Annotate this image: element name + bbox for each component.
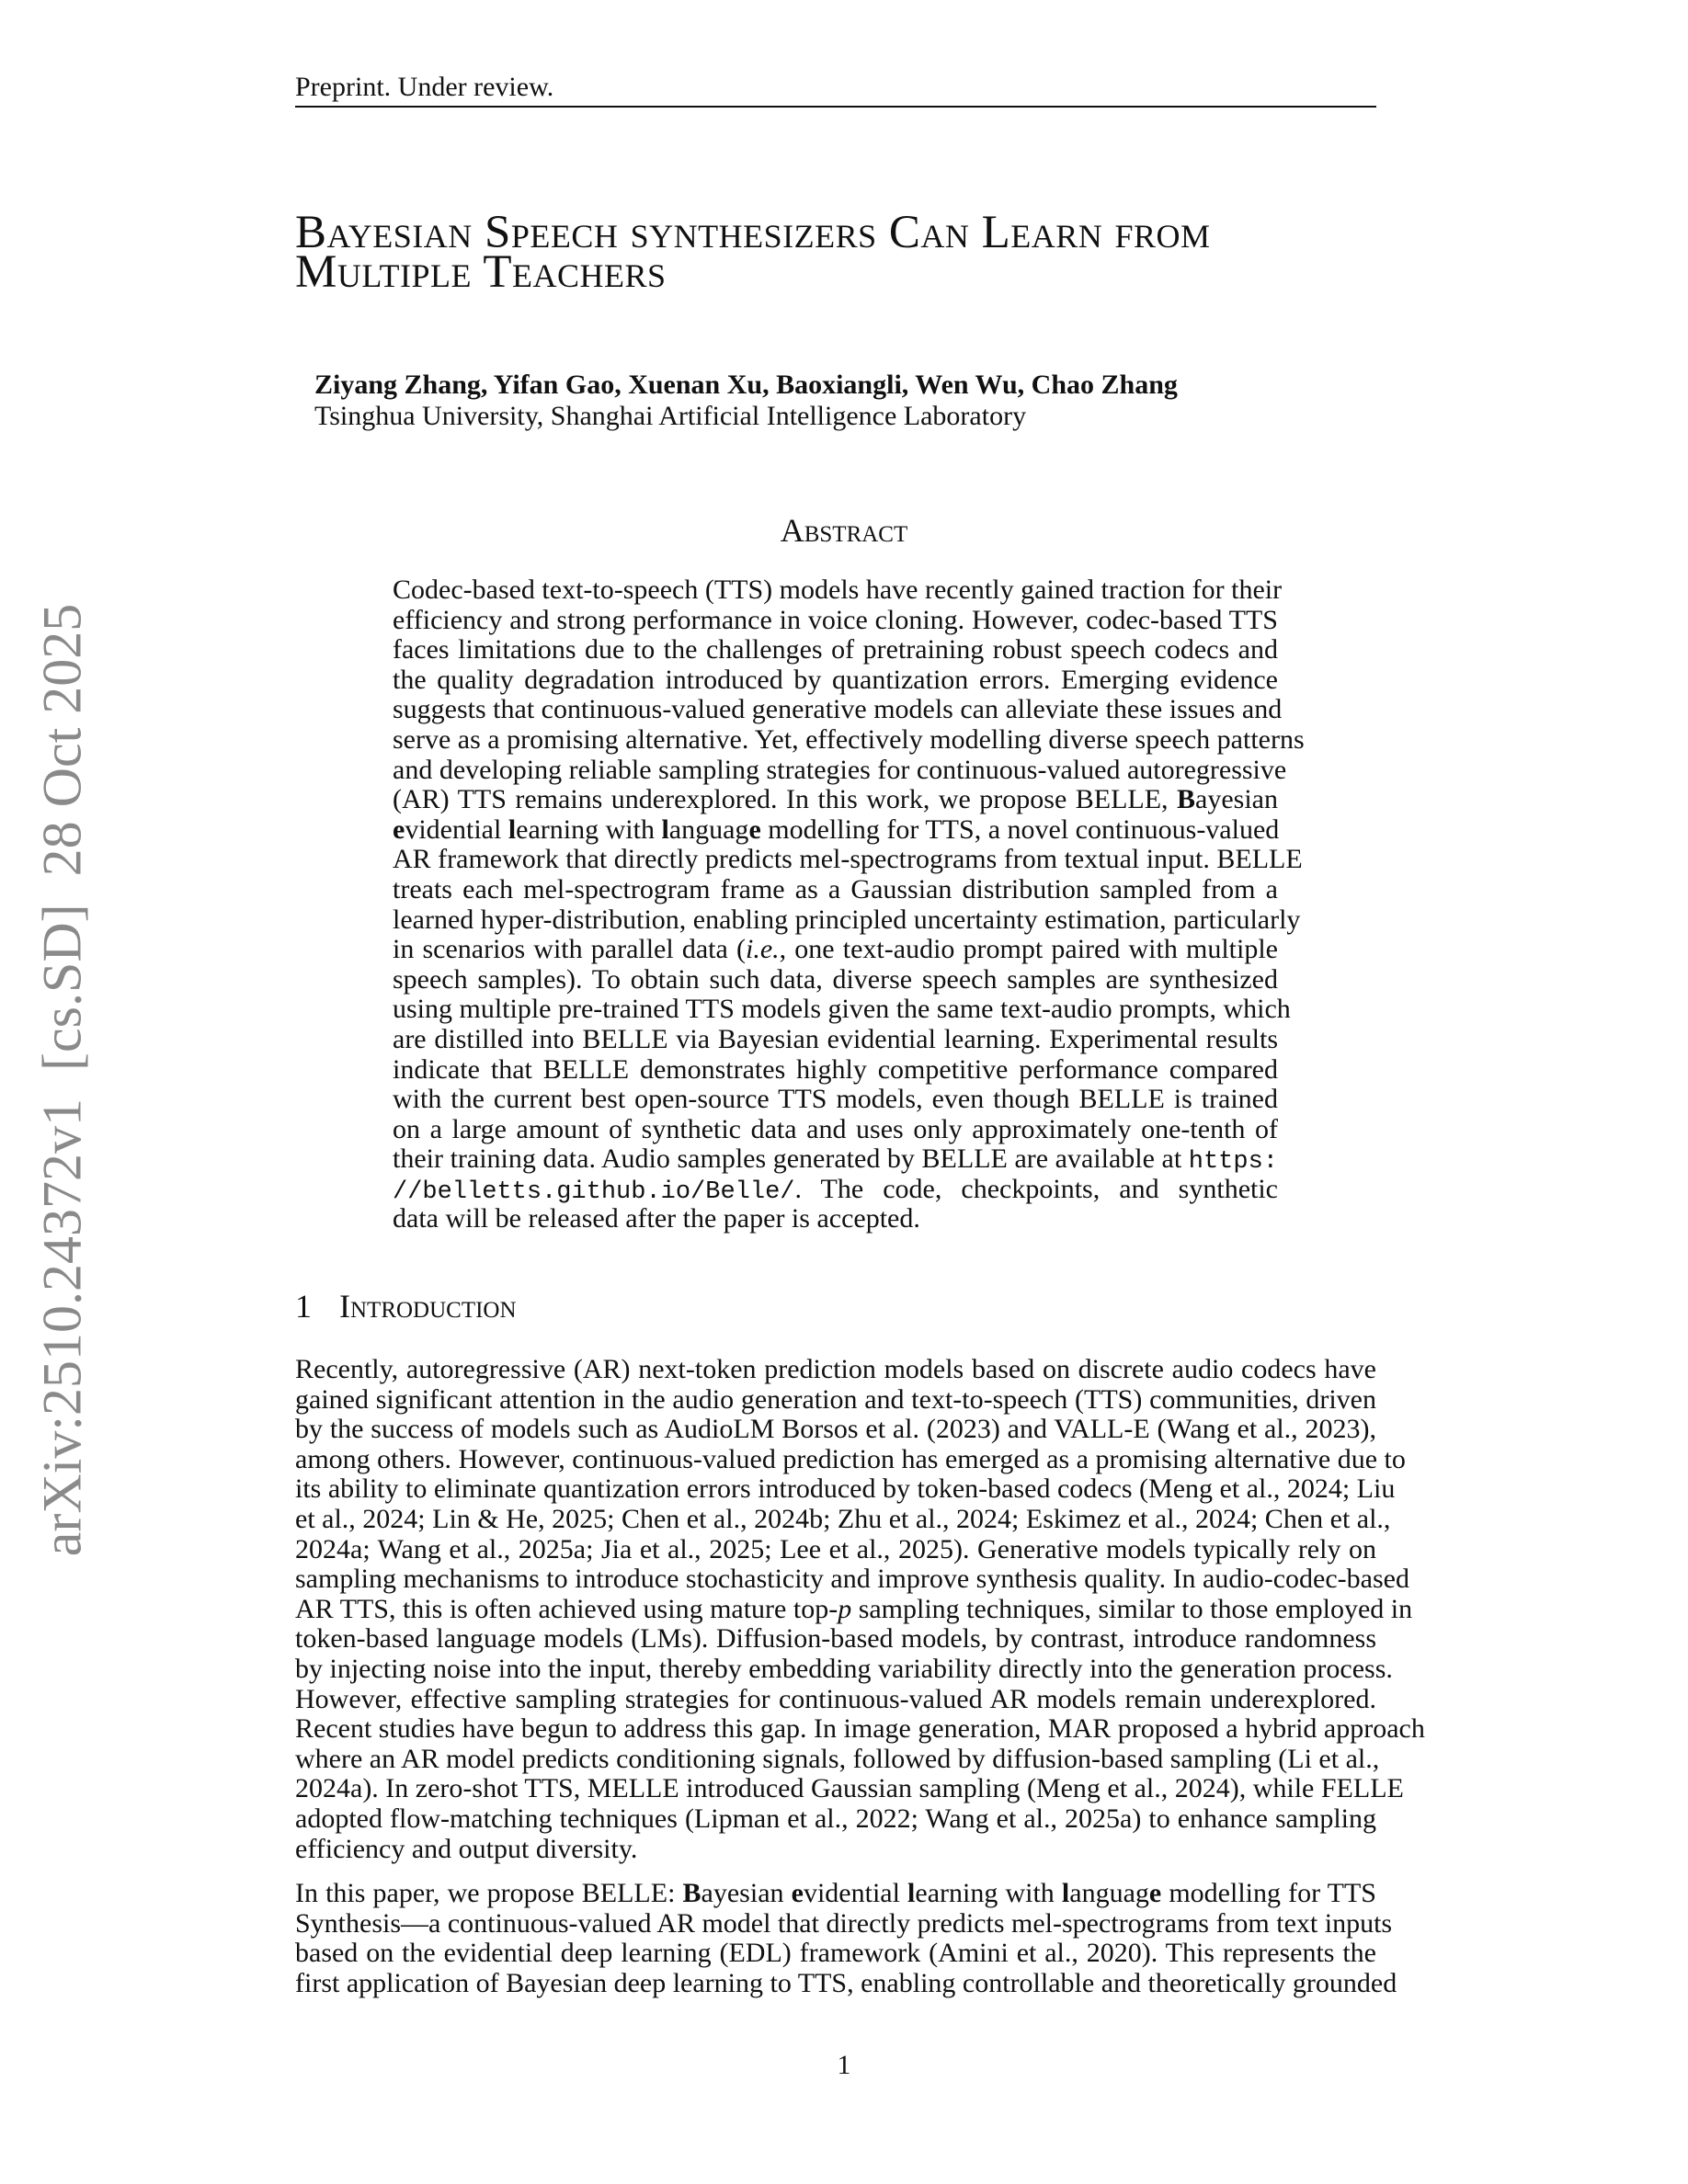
text-line [393,1085,1278,1115]
text-line [393,606,1278,636]
text-line [295,1593,1413,1625]
title-line: Multiple Teachers [295,246,667,298]
text-run: treats each mel-spectrogram frame as a Gaussian distribution sampled from a [393,873,1278,904]
text-line [393,815,1278,846]
title-line: Bayesian Speech synthesizers Can Learn from [295,207,1211,258]
text-line [295,1385,1376,1416]
text-run: Synthesis—a continuous-valued AR model that directly predicts mel-spectrograms from text inputs [295,1907,1393,1939]
text-run: earning with [915,1878,1062,1908]
text-line [295,1879,1376,1909]
abstract-heading: Abstract [780,512,908,549]
text-run: gained significant attention in the audio generation and text-to-speech (TTS) communities, driven [295,1383,1376,1415]
text-line [393,965,1278,995]
text-run: ayesian [701,1878,792,1908]
text-run: p [838,1593,852,1624]
abstract-body [393,574,1305,1234]
text-run: Recently, autoregressive (AR) next-token prediction models based on discrete audio codecs have [295,1354,1376,1384]
url-link[interactable]: https: [1188,1148,1278,1177]
text-run: based on the evidential deep learning (EDL) framework (Amini et al., 2020). This represents the [295,1938,1376,1969]
text-run: its ability to eliminate quantization errors introduced by token-based codecs (Meng et al., 2024; Liu [295,1473,1396,1505]
text-line [295,1743,1380,1775]
text-run: e [393,813,405,845]
text-run: vidential [803,1878,908,1908]
text-line [295,1415,1376,1445]
text-run: serve as a promising alternative. Yet, effectively modelling diverse speech patterns [393,723,1305,755]
text-run: modelling for TTS [1161,1878,1376,1908]
text-run: Codec-based text-to-speech (TTS) models have recently gained traction for their [393,574,1283,605]
text-line [295,1503,1391,1535]
text-run: by injecting noise into the input, thereby embedding variability directly into the generation process. [295,1653,1393,1684]
text-run: speech samples). To obtain such data, diverse speech samples are synthesized [393,963,1278,995]
text-line [295,1535,1376,1565]
text-run: in scenarios with parallel data ( [393,934,746,965]
text-line [393,875,1278,905]
intro-paragraph-1 [295,1354,1425,1864]
text-line [295,1804,1376,1835]
text-run: 2024a). In zero-shot TTS, MELLE introduced Gaussian sampling (Meng et al., 2024), while FELLE [295,1773,1404,1804]
url-link[interactable]: //belletts.github.io/Belle/ [393,1177,795,1206]
text-run: efficiency and output diversity. [295,1833,638,1864]
text-line [393,665,1278,696]
text-run: token-based language models (LMs). Diffusion-based models, by contrast, introduce randomness [295,1623,1376,1655]
text-run: sampling techniques, similar to those employed in [851,1593,1413,1624]
text-run: 2024a; Wang et al., 2025a; Jia et al., 2025; Lee et al., 2025). Generative models typically rely on [295,1533,1376,1564]
text-run: efficiency and strong performance in voice cloning. However, codec-based TTS [393,604,1278,635]
page-number: 1 [837,2050,851,2080]
text-run: e [748,813,761,845]
text-run: vidential [405,813,508,845]
text-run: data will be released after the paper is accepted. [393,1203,920,1234]
text-line [295,1939,1376,1969]
text-run: In this paper, we propose BELLE: [295,1878,683,1908]
section-heading-introduction [295,1287,517,1325]
text-line [393,844,1303,875]
text-run: indicate that BELLE demonstrates highly competitive performance compared [393,1053,1278,1085]
text-run: sampling mechanisms to introduce stochasticity and improve synthesis quality. In audio-codec-based [295,1564,1409,1595]
text-run: where an AR model predicts conditioning signals, followed by diffusion-based sampling (Li et al., [295,1743,1380,1774]
text-run: on a large amount of synthetic data and uses only approximately one-tenth of [393,1113,1278,1144]
author-list: Ziyang Zhang, Yifan Gao, Xuenan Xu, Baoxiangli, Wen Wu, Chao Zhang [314,370,1178,400]
text-run: using multiple pre-trained TTS models given the same text-audio prompts, which [393,994,1291,1025]
text-run: B [682,1878,701,1908]
text-run: learned hyper-distribution, enabling principled uncertainty estimation, particularly [393,904,1301,935]
text-line [295,1355,1376,1385]
text-line [295,1564,1409,1595]
text-run: e [791,1878,804,1908]
text-line [393,754,1287,786]
text-run: adopted flow-matching techniques (Lipman et al., 2022; Wang et al., 2025a) to enhance sampling [295,1803,1376,1834]
text-run: However, effective sampling strategies for continuous-valued AR models remain underexplored. [295,1683,1376,1714]
text-run: et al., 2024; Lin & He, 2025; Chen et al., 2024b; Zhu et al., 2024; Eskimez et al., 2024; Chen et al., [295,1503,1391,1534]
text-run: , one text-audio prompt paired with multiple [779,934,1278,965]
text-line [393,785,1278,815]
text-line [295,1773,1404,1804]
text-line [393,994,1291,1025]
text-run: AR TTS, this is often achieved using mature top- [295,1593,838,1624]
text-run: by the success of models such as AudioLM Borsos et al. (2023) and VALL-E (Wang et al., 2023), [295,1414,1376,1445]
text-run: i.e. [745,934,780,965]
text-line [393,1175,1278,1205]
text-run: l [1061,1878,1070,1908]
text-line [295,1907,1393,1939]
affiliation: Tsinghua University, Shanghai Artificial Intelligence Laboratory [314,401,1027,431]
text-run: B [1177,784,1196,815]
text-run: l [508,813,517,845]
text-run: . The code, checkpoints, and synthetic [794,1173,1278,1204]
text-run: l [661,813,669,845]
text-line [295,1967,1397,1999]
text-line [393,694,1283,725]
text-line [393,1144,1278,1175]
text-run: first application of Bayesian deep learning to TTS, enabling controllable and theoretically grounded [295,1967,1397,1998]
text-run: and developing reliable sampling strategies for continuous-valued autoregressive [393,754,1287,785]
intro-paragraph-2 [295,1878,1397,1998]
running-header: Preprint. Under review. [295,72,554,102]
text-run: faces limitations due to the challenges of pretraining robust speech codecs and [393,634,1278,665]
text-line [295,1653,1393,1685]
text-run: (AR) TTS remains underexplored. In this work, we propose BELLE, [393,784,1178,815]
text-line [393,935,1278,965]
text-line [393,574,1283,606]
text-line [393,723,1305,756]
text-line [295,1713,1425,1745]
text-run: ayesian [1195,784,1278,815]
section-number: 1 [295,1288,312,1325]
text-run: suggests that continuous-valued generative models can alleviate these issues and [393,694,1283,725]
text-run: l [907,1878,916,1908]
text-run: among others. However, continuous-valued prediction has emerged as a promising alternative due to [295,1443,1406,1474]
text-line [393,904,1301,936]
text-run: anguag [668,813,749,845]
text-run: their training data. Audio samples generated by BELLE are available at [393,1143,1189,1175]
text-run: are distilled into BELLE via Bayesian evidential learning. Experimental results [393,1023,1278,1054]
text-run: with the current best open-source TTS models, even though BELLE is trained [393,1084,1278,1115]
text-run: Recent studies have begun to address this gap. In image generation, MAR proposed a hybrid approach [295,1713,1425,1745]
header-rule [295,106,1376,108]
text-run: modelling for TTS, a novel continuous-valued [760,813,1280,845]
paper-title [295,207,1398,298]
text-line [295,1835,1376,1865]
text-line [393,1055,1278,1086]
text-run: earning with [516,813,662,845]
text-line [295,1685,1376,1715]
text-line [393,1204,1278,1234]
arxiv-identifier-stamp[interactable]: arXiv:2510.24372v1 [cs.SD] 28 Oct 2025 [31,603,93,1557]
text-run: the quality degradation introduced by quantization errors. Emerging evidence [393,664,1278,695]
text-line [295,1473,1396,1505]
text-line [393,635,1278,665]
text-line [295,1624,1376,1655]
text-run: anguag [1069,1878,1149,1908]
text-line [393,1115,1278,1145]
text-run: AR framework that directly predicts mel-spectrograms from textual input. BELLE [393,844,1303,875]
text-run: e [1148,1878,1162,1908]
text-line [295,1443,1406,1475]
text-line [393,1025,1278,1055]
section-title: Introduction [339,1288,517,1325]
